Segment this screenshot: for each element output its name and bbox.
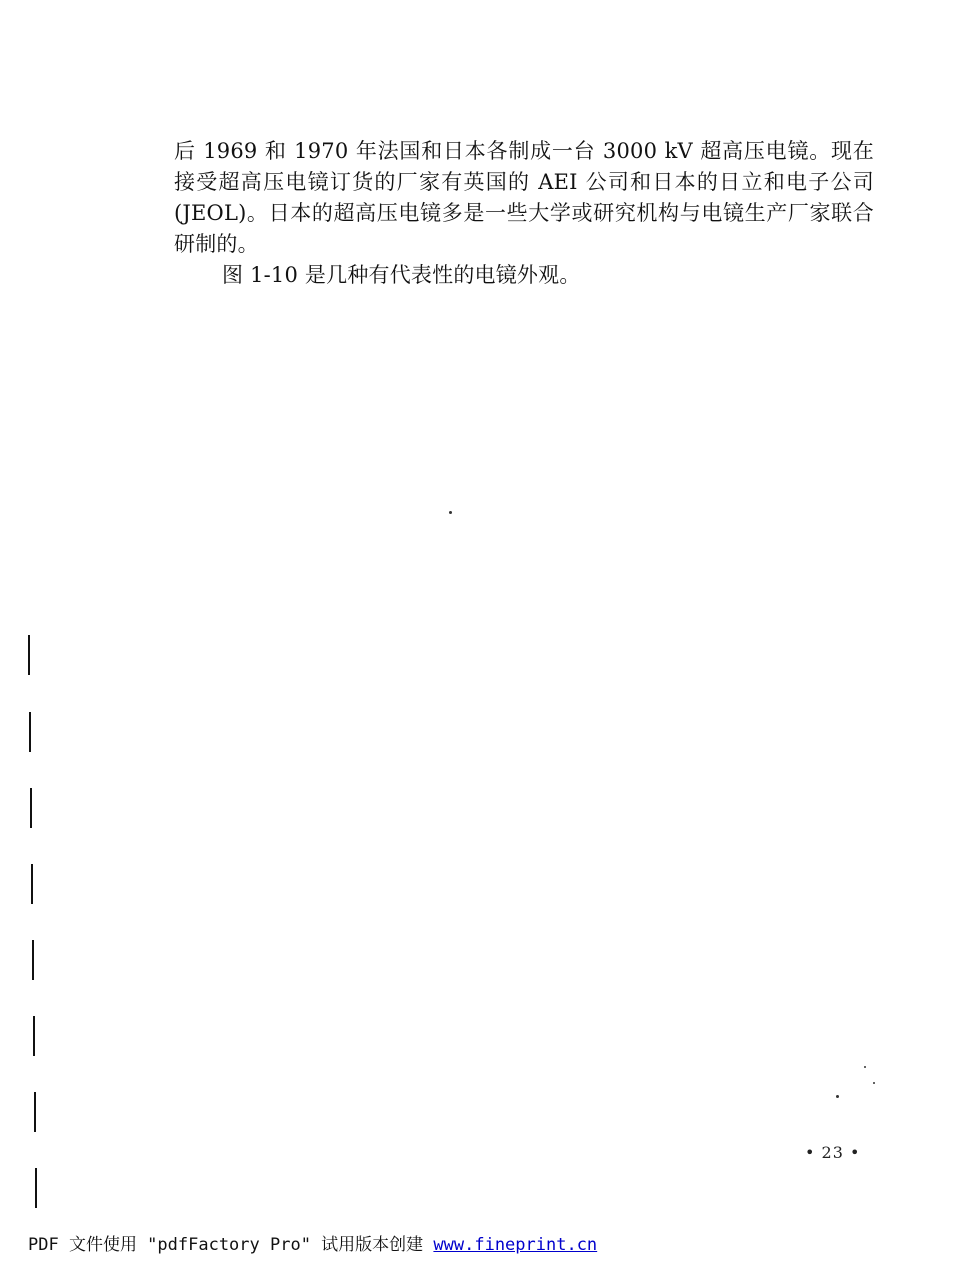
paragraph-2: 图 1-10 是几种有代表性的电镜外观。 xyxy=(222,263,581,287)
scan-speck xyxy=(449,511,452,514)
margin-binding-mark xyxy=(34,1092,36,1132)
footer-link[interactable]: www.fineprint.cn xyxy=(433,1235,598,1255)
margin-binding-mark xyxy=(31,864,33,904)
scan-speck xyxy=(873,1082,875,1084)
page-number: • 23 • xyxy=(805,1143,861,1162)
margin-binding-mark xyxy=(30,788,32,828)
margin-binding-mark xyxy=(32,940,34,980)
margin-binding-mark xyxy=(33,1016,35,1056)
body-text xyxy=(174,136,874,291)
margin-binding-mark xyxy=(35,1168,37,1208)
paragraph-1: 后 1969 和 1970 年法国和日本各制成一台 3000 kV 超高压电镜。现在接受超高压电镜订货的厂家有英国的 AEI 公司和日本的日立和电子公司 (JEOL)。日本的超高压电镜多是一些大学或研究机构与电镜生产厂家联合研制的。 xyxy=(174,139,874,256)
scan-speck xyxy=(836,1095,839,1098)
footer-text: PDF 文件使用 "pdfFactory Pro" 试用版本创建 xyxy=(28,1235,434,1255)
pdf-footer xyxy=(28,1230,597,1255)
margin-binding-mark xyxy=(29,712,31,752)
scan-speck xyxy=(864,1066,866,1068)
margin-binding-mark xyxy=(28,635,30,675)
